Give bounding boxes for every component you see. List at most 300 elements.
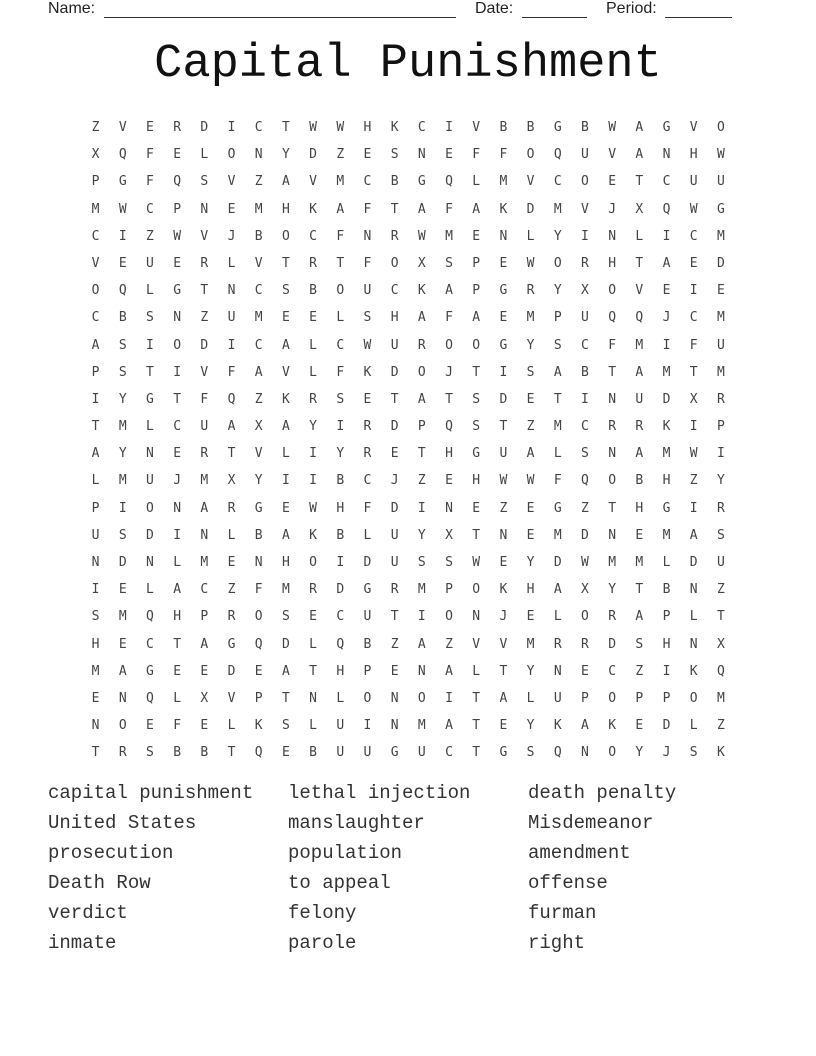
grid-letter: D bbox=[608, 636, 617, 652]
grid-letter: I bbox=[445, 690, 453, 706]
grid-letter: L bbox=[227, 718, 236, 734]
grid-letter: U bbox=[553, 690, 562, 706]
grid-letter: F bbox=[336, 228, 345, 244]
grid-letter: C bbox=[390, 283, 399, 299]
grid-letter: N bbox=[390, 718, 399, 734]
grid-letter: Z bbox=[635, 663, 644, 679]
grid-letter: F bbox=[363, 201, 372, 217]
grid-letter: E bbox=[390, 446, 399, 462]
grid-letter: L bbox=[553, 609, 562, 625]
grid-letter: C bbox=[581, 419, 589, 435]
grid-letter: T bbox=[635, 174, 644, 190]
grid-letter: K bbox=[417, 283, 426, 299]
grid-letter: E bbox=[526, 500, 535, 516]
grid-letter: F bbox=[146, 174, 154, 190]
grid-letter: Y bbox=[553, 228, 562, 244]
grid-letter: S bbox=[526, 745, 535, 761]
grid-letter: Y bbox=[608, 582, 617, 598]
grid-row bbox=[82, 685, 735, 712]
grid-letter: Z bbox=[499, 500, 508, 516]
grid-letter: L bbox=[662, 555, 671, 570]
word-list-item: population bbox=[288, 842, 403, 864]
grid-letter: A bbox=[662, 255, 671, 271]
grid-letter: Y bbox=[526, 718, 535, 734]
grid-letter: P bbox=[581, 690, 589, 706]
grid-letter: Q bbox=[635, 310, 644, 326]
grid-letter: H bbox=[91, 636, 100, 652]
grid-letter: M bbox=[553, 419, 562, 435]
grid-letter: E bbox=[390, 663, 399, 679]
grid-letter: J bbox=[227, 228, 236, 244]
grid-letter: D bbox=[390, 419, 399, 435]
grid-letter: G bbox=[227, 636, 236, 652]
grid-letter: T bbox=[309, 663, 317, 679]
grid-letter: E bbox=[173, 255, 182, 271]
grid-row bbox=[82, 522, 735, 549]
grid-letter: W bbox=[526, 255, 535, 271]
grid-letter: M bbox=[118, 419, 127, 435]
grid-letter: N bbox=[499, 527, 508, 543]
grid-letter: O bbox=[281, 228, 290, 244]
grid-letter: A bbox=[173, 582, 182, 598]
grid-letter: R bbox=[118, 745, 127, 761]
grid-letter: Q bbox=[553, 147, 562, 163]
grid-letter: H bbox=[173, 609, 182, 625]
worksheet-header bbox=[48, 0, 748, 20]
grid-letter: L bbox=[146, 582, 154, 598]
grid-letter: Z bbox=[200, 310, 209, 326]
grid-letter: E bbox=[146, 120, 154, 135]
grid-letter: S bbox=[472, 391, 481, 407]
grid-letter: Q bbox=[662, 201, 671, 217]
grid-letter: Q bbox=[118, 147, 127, 163]
grid-letter: F bbox=[608, 337, 617, 353]
grid-letter: I bbox=[309, 473, 317, 489]
grid-letter: S bbox=[281, 609, 290, 625]
grid-letter: Q bbox=[254, 636, 263, 652]
grid-letter: P bbox=[254, 690, 263, 706]
grid-letter: M bbox=[635, 555, 644, 570]
word-list-item: Death Row bbox=[48, 872, 151, 894]
grid-letter: N bbox=[417, 147, 426, 163]
grid-letter: H bbox=[336, 663, 345, 679]
grid-letter: T bbox=[472, 690, 481, 706]
grid-letter: L bbox=[227, 527, 236, 543]
grid-letter: Z bbox=[526, 419, 535, 435]
grid-letter: S bbox=[689, 745, 698, 761]
grid-letter: V bbox=[227, 690, 236, 706]
grid-letter: P bbox=[662, 690, 671, 706]
grid-letter: S bbox=[472, 419, 481, 435]
grid-letter: V bbox=[118, 120, 127, 135]
grid-letter: U bbox=[336, 718, 345, 734]
grid-letter: J bbox=[173, 473, 182, 489]
grid-letter: E bbox=[581, 663, 589, 679]
grid-letter: N bbox=[689, 636, 698, 652]
word-list-row bbox=[48, 810, 768, 840]
grid-letter: W bbox=[689, 446, 698, 462]
grid-letter: L bbox=[553, 446, 562, 462]
grid-letter: J bbox=[662, 745, 671, 761]
grid-letter: E bbox=[445, 147, 453, 163]
grid-letter: I bbox=[118, 500, 127, 516]
grid-letter: E bbox=[173, 147, 182, 163]
grid-letter: O bbox=[472, 337, 481, 353]
grid-letter: B bbox=[309, 745, 317, 761]
grid-letter: U bbox=[689, 174, 698, 190]
grid-letter: O bbox=[608, 745, 617, 761]
grid-letter: F bbox=[689, 337, 698, 353]
grid-letter: K bbox=[499, 582, 508, 598]
grid-letter: O bbox=[146, 500, 154, 516]
grid-letter: X bbox=[254, 419, 263, 435]
grid-letter: E bbox=[445, 473, 453, 489]
grid-row bbox=[82, 359, 735, 386]
grid-letter: N bbox=[608, 391, 617, 407]
grid-letter: I bbox=[662, 228, 671, 244]
grid-letter: O bbox=[390, 255, 399, 271]
grid-letter: M bbox=[716, 364, 725, 380]
grid-letter: A bbox=[336, 201, 345, 217]
grid-letter: P bbox=[91, 364, 100, 380]
grid-letter: L bbox=[635, 228, 644, 244]
word-list-row bbox=[48, 870, 768, 900]
grid-letter: Y bbox=[281, 147, 290, 163]
grid-letter: T bbox=[281, 120, 290, 135]
grid-letter: R bbox=[363, 446, 372, 462]
grid-letter: N bbox=[608, 228, 617, 244]
grid-letter: I bbox=[173, 527, 182, 543]
grid-letter: I bbox=[146, 337, 154, 353]
grid-letter: M bbox=[662, 446, 671, 462]
grid-letter: X bbox=[445, 527, 453, 543]
grid-letter: L bbox=[146, 283, 154, 299]
grid-letter: U bbox=[417, 745, 426, 761]
grid-letter: I bbox=[499, 364, 508, 380]
grid-letter: Q bbox=[553, 745, 562, 761]
grid-letter: W bbox=[472, 555, 481, 570]
grid-letter: Z bbox=[254, 391, 263, 407]
grid-letter: U bbox=[227, 310, 236, 326]
grid-letter: Y bbox=[526, 337, 535, 353]
grid-letter: G bbox=[716, 201, 725, 217]
grid-letter: G bbox=[363, 582, 372, 598]
grid-letter: Q bbox=[608, 310, 617, 326]
grid-letter: R bbox=[200, 446, 209, 462]
grid-letter: K bbox=[499, 201, 508, 217]
grid-letter: B bbox=[662, 582, 671, 598]
grid-letter: O bbox=[689, 690, 698, 706]
grid-letter: I bbox=[336, 555, 345, 570]
grid-letter: T bbox=[608, 500, 617, 516]
grid-letter: C bbox=[363, 473, 372, 489]
grid-letter: C bbox=[309, 228, 317, 244]
grid-letter: F bbox=[200, 391, 209, 407]
grid-row bbox=[82, 168, 735, 195]
grid-row bbox=[82, 440, 735, 467]
grid-letter: U bbox=[363, 745, 372, 761]
grid-letter: M bbox=[662, 527, 671, 543]
grid-letter: L bbox=[336, 310, 345, 326]
grid-letter: L bbox=[526, 228, 535, 244]
grid-letter: F bbox=[146, 147, 154, 163]
grid-letter: S bbox=[146, 745, 154, 761]
grid-letter: U bbox=[336, 745, 345, 761]
grid-letter: E bbox=[118, 255, 127, 271]
grid-letter: E bbox=[363, 147, 372, 163]
grid-letter: M bbox=[281, 582, 290, 598]
grid-letter: I bbox=[91, 582, 100, 598]
grid-letter: Y bbox=[309, 419, 317, 435]
grid-letter: Y bbox=[716, 473, 725, 489]
grid-letter: S bbox=[363, 310, 372, 326]
grid-letter: R bbox=[635, 419, 644, 435]
grid-letter: C bbox=[146, 636, 154, 652]
grid-letter: T bbox=[553, 391, 562, 407]
grid-letter: V bbox=[91, 255, 100, 271]
grid-letter: M bbox=[553, 527, 562, 543]
grid-letter: A bbox=[417, 201, 426, 217]
grid-letter: J bbox=[445, 364, 453, 380]
grid-letter: S bbox=[281, 718, 290, 734]
grid-letter: Y bbox=[553, 283, 562, 299]
grid-letter: N bbox=[173, 310, 182, 326]
grid-letter: O bbox=[445, 337, 453, 353]
grid-letter: A bbox=[445, 718, 453, 734]
grid-letter: D bbox=[390, 364, 399, 380]
grid-letter: S bbox=[146, 310, 154, 326]
grid-letter: J bbox=[608, 201, 617, 217]
grid-letter: B bbox=[309, 283, 317, 299]
grid-letter: U bbox=[390, 555, 399, 570]
grid-letter: C bbox=[173, 419, 182, 435]
grid-letter: T bbox=[445, 391, 453, 407]
grid-letter: M bbox=[118, 609, 127, 625]
grid-letter: Z bbox=[336, 147, 345, 163]
grid-row bbox=[82, 386, 735, 413]
word-list-item: felony bbox=[288, 902, 357, 924]
grid-letter: Z bbox=[581, 500, 589, 516]
grid-letter: U bbox=[390, 337, 399, 353]
grid-letter: O bbox=[91, 283, 100, 299]
grid-letter: A bbox=[91, 337, 100, 353]
grid-letter: U bbox=[716, 555, 725, 570]
grid-letter: M bbox=[499, 174, 508, 190]
grid-letter: K bbox=[309, 201, 317, 217]
grid-letter: I bbox=[227, 120, 236, 135]
grid-row bbox=[82, 631, 735, 658]
grid-letter: O bbox=[445, 609, 453, 625]
grid-letter: N bbox=[173, 500, 182, 516]
grid-letter: T bbox=[417, 446, 426, 462]
grid-letter: W bbox=[118, 201, 127, 217]
grid-letter: C bbox=[91, 310, 100, 326]
word-list-item: inmate bbox=[48, 932, 117, 954]
grid-letter: Q bbox=[716, 663, 725, 679]
grid-letter: I bbox=[173, 364, 182, 380]
grid-letter: A bbox=[553, 582, 562, 598]
grid-letter: L bbox=[472, 174, 481, 190]
grid-letter: X bbox=[227, 473, 236, 489]
grid-letter: V bbox=[472, 636, 481, 652]
grid-letter: A bbox=[200, 500, 209, 516]
grid-letter: E bbox=[254, 663, 263, 679]
grid-letter: S bbox=[118, 527, 127, 543]
grid-letter: N bbox=[227, 283, 236, 299]
grid-letter: V bbox=[581, 201, 589, 217]
grid-letter: A bbox=[635, 364, 644, 380]
grid-letter: M bbox=[553, 201, 562, 217]
grid-letter: O bbox=[608, 283, 617, 299]
grid-letter: W bbox=[336, 120, 345, 135]
grid-letter: M bbox=[608, 555, 617, 570]
word-list-item: prosecution bbox=[48, 842, 174, 864]
grid-letter: R bbox=[390, 228, 399, 244]
grid-letter: W bbox=[309, 120, 317, 135]
grid-row bbox=[82, 495, 735, 522]
grid-letter: G bbox=[499, 745, 508, 761]
grid-letter: F bbox=[445, 310, 453, 326]
grid-letter: B bbox=[336, 473, 345, 489]
grid-letter: W bbox=[363, 337, 372, 353]
grid-letter: O bbox=[581, 609, 589, 625]
grid-letter: U bbox=[363, 283, 372, 299]
grid-letter: R bbox=[608, 609, 617, 625]
grid-letter: C bbox=[91, 228, 100, 244]
grid-letter: E bbox=[281, 745, 290, 761]
grid-letter: F bbox=[363, 500, 372, 516]
grid-letter: N bbox=[309, 690, 317, 706]
grid-letter: Z bbox=[91, 120, 100, 135]
grid-letter: E bbox=[526, 527, 535, 543]
grid-letter: M bbox=[91, 201, 100, 217]
grid-letter: P bbox=[553, 310, 562, 326]
grid-row bbox=[82, 196, 735, 223]
grid-letter: K bbox=[390, 120, 399, 135]
grid-letter: O bbox=[363, 690, 372, 706]
grid-letter: E bbox=[146, 718, 154, 734]
word-list-item: manslaughter bbox=[288, 812, 425, 834]
grid-letter: K bbox=[553, 718, 562, 734]
grid-row bbox=[82, 277, 735, 304]
grid-letter: U bbox=[716, 337, 725, 353]
grid-letter: M bbox=[200, 555, 209, 570]
grid-row bbox=[82, 712, 735, 739]
grid-letter: S bbox=[553, 337, 562, 353]
grid-letter: C bbox=[254, 337, 263, 353]
grid-letter: H bbox=[281, 201, 290, 217]
grid-letter: R bbox=[526, 283, 535, 299]
grid-letter: I bbox=[689, 283, 698, 299]
grid-letter: N bbox=[118, 690, 127, 706]
grid-letter: T bbox=[281, 690, 290, 706]
grid-letter: H bbox=[390, 310, 399, 326]
grid-letter: T bbox=[173, 391, 182, 407]
grid-letter: E bbox=[499, 310, 508, 326]
grid-letter: A bbox=[281, 419, 290, 435]
grid-letter: Y bbox=[526, 663, 535, 679]
grid-letter: H bbox=[662, 636, 671, 652]
grid-letter: T bbox=[91, 419, 100, 435]
grid-letter: S bbox=[445, 255, 453, 271]
grid-letter: X bbox=[200, 690, 209, 706]
grid-letter: M bbox=[91, 663, 100, 679]
grid-letter: X bbox=[635, 201, 644, 217]
grid-letter: H bbox=[363, 120, 372, 135]
grid-letter: P bbox=[417, 419, 426, 435]
grid-letter: I bbox=[417, 500, 426, 516]
word-list-item: offense bbox=[528, 872, 608, 894]
grid-letter: V bbox=[608, 147, 617, 163]
grid-letter: Z bbox=[445, 636, 453, 652]
grid-letter: Y bbox=[254, 473, 263, 489]
grid-letter: R bbox=[581, 636, 589, 652]
grid-letter: I bbox=[581, 228, 589, 244]
grid-letter: A bbox=[281, 527, 290, 543]
grid-letter: S bbox=[281, 283, 290, 299]
grid-letter: M bbox=[716, 228, 725, 244]
grid-letter: R bbox=[716, 500, 725, 516]
grid-letter: N bbox=[200, 527, 209, 543]
grid-letter: O bbox=[173, 337, 182, 353]
grid-letter: N bbox=[472, 609, 481, 625]
grid-letter: D bbox=[716, 255, 725, 271]
grid-letter: M bbox=[716, 690, 725, 706]
grid-letter: E bbox=[118, 636, 127, 652]
grid-letter: I bbox=[336, 419, 345, 435]
grid-letter: T bbox=[281, 255, 290, 271]
word-list-item: parole bbox=[288, 932, 357, 954]
grid-letter: N bbox=[200, 201, 209, 217]
grid-letter: L bbox=[689, 718, 698, 734]
grid-letter: Q bbox=[445, 419, 453, 435]
grid-letter: I bbox=[445, 120, 453, 135]
grid-letter: A bbox=[417, 310, 426, 326]
grid-letter: Q bbox=[227, 391, 236, 407]
grid-letter: E bbox=[635, 718, 644, 734]
grid-letter: R bbox=[390, 582, 399, 598]
grid-letter: O bbox=[608, 690, 617, 706]
date-label: Date: bbox=[475, 0, 514, 17]
grid-letter: I bbox=[716, 446, 725, 462]
grid-letter: R bbox=[227, 500, 236, 516]
grid-letter: O bbox=[417, 364, 426, 380]
grid-letter: H bbox=[445, 446, 453, 462]
grid-letter: A bbox=[281, 337, 290, 353]
grid-letter: S bbox=[526, 364, 535, 380]
grid-letter: B bbox=[526, 120, 535, 135]
grid-letter: M bbox=[526, 636, 535, 652]
grid-letter: B bbox=[581, 364, 589, 380]
grid-letter: G bbox=[662, 500, 671, 516]
grid-letter: A bbox=[118, 663, 127, 679]
grid-letter: O bbox=[716, 120, 725, 135]
grid-letter: A bbox=[635, 120, 644, 135]
grid-letter: R bbox=[553, 636, 562, 652]
grid-letter: E bbox=[309, 310, 317, 326]
grid-letter: M bbox=[118, 473, 127, 489]
grid-letter: B bbox=[499, 120, 508, 135]
grid-letter: D bbox=[281, 636, 290, 652]
grid-letter: T bbox=[689, 364, 698, 380]
grid-row bbox=[82, 549, 735, 576]
grid-letter: E bbox=[662, 283, 671, 299]
grid-letter: O bbox=[336, 283, 345, 299]
grid-letter: V bbox=[254, 446, 263, 462]
grid-letter: S bbox=[445, 555, 453, 570]
grid-row bbox=[82, 304, 735, 331]
grid-letter: K bbox=[309, 527, 317, 543]
